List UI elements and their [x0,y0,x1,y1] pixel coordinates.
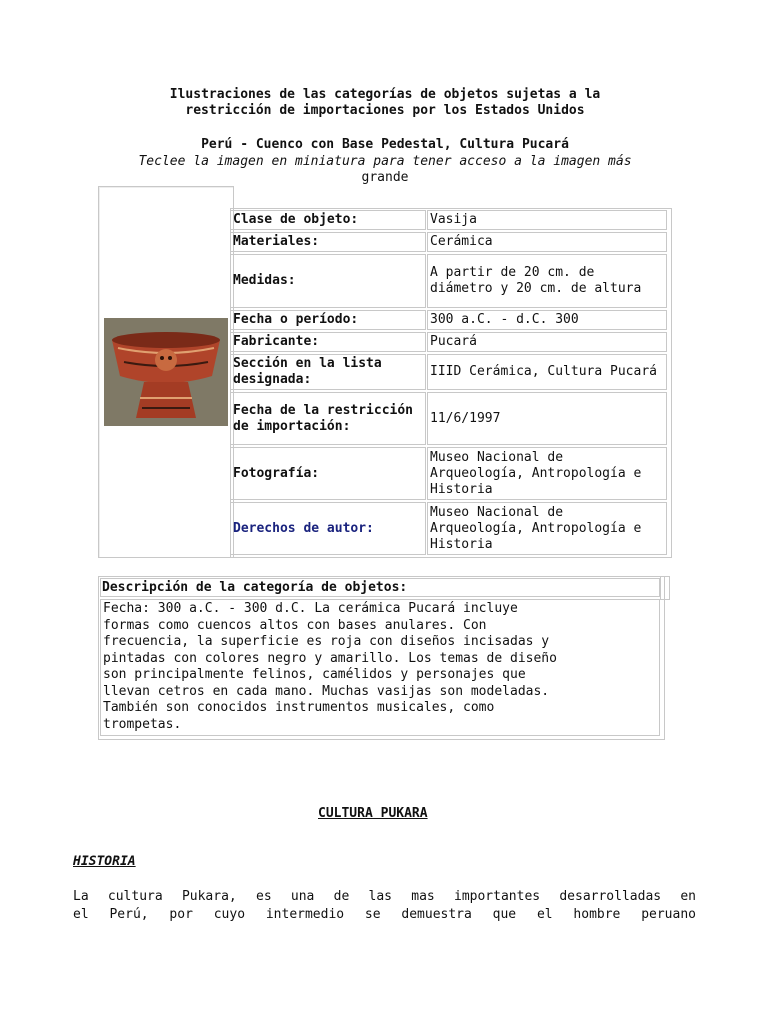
spec-row [230,232,670,252]
spec-row [230,447,670,500]
spec-value: 300 a.C. - d.C. 300 [427,310,667,330]
paragraph-line-2: el Perú, por cuyo intermedio se demuestra que el hombre peruano [73,907,696,922]
spec-value: Vasija [427,210,667,230]
object-subtitle: Perú - Cuenco con Base Pedestal, Cultura Pucará [201,137,569,152]
spec-label: Fecha o período: [230,310,426,330]
description-line: llevan cetros en cada mano. Muchas vasijas son modeladas. [103,683,550,699]
spec-row [230,332,670,352]
spec-row [230,502,670,555]
spec-label: Clase de objeto: [230,210,426,230]
spec-value: A partir de 20 cm. de diámetro y 20 cm. de altura [427,254,667,308]
spec-value: Pucará [427,332,667,352]
section-title: CULTURA PUKARA [318,806,428,821]
page-title-line-1: Ilustraciones de las categorías de objetos sujetas a la [169,87,601,102]
description-heading: Descripción de la categoría de objetos: [100,578,660,597]
scrollbar-stub [660,576,670,600]
spec-label[interactable]: Derechos de autor: [230,502,426,555]
spec-value: Cerámica [427,232,667,252]
spec-label: Materiales: [230,232,426,252]
spec-row [230,354,670,390]
spec-row [230,210,670,230]
description-line: pintadas con colores negro y amarillo. Los temas de diseño [103,650,557,666]
vessel-thumbnail[interactable] [104,318,228,426]
description-line: frecuencia, la superficie es roja con diseños incisadas y [103,634,550,649]
spec-label: Medidas: [230,254,426,308]
thumbnail-hint: Teclee la imagen en miniatura para tener acceso a la imagen más [138,154,632,169]
spec-value: Museo Nacional de Arqueología, Antropología e Historia [427,447,667,500]
spec-row [230,254,670,308]
spec-label: Fabricante: [230,332,426,352]
spec-value: IIID Cerámica, Cultura Pucará [427,354,667,390]
description-line: Fecha: 300 a.C. - 300 d.C. La cerámica Pucará incluye [103,601,518,616]
spec-label: Fecha de la restricción de importación: [230,392,426,445]
spec-row [230,310,670,330]
paragraph-line-1: La cultura Pukara, es una de las mas importantes desarrolladas en [73,889,696,904]
spec-label: Fotografía: [230,447,426,500]
thumbnail-hint-cont: grande [361,170,409,185]
history-heading: HISTORIA [73,854,136,869]
description-line: trompetas. [103,716,182,732]
description-line: También son conocidos instrumentos musicales, como [103,700,495,715]
spec-value: Museo Nacional de Arqueología, Antropología e Historia [427,502,667,555]
spec-row [230,392,670,445]
spec-label: Sección en la lista designada: [230,354,426,390]
spec-value: 11/6/1997 [427,392,667,445]
description-line: son principalmente felinos, camélidos y personajes que [103,667,526,682]
description-body [100,599,660,736]
description-line: formas como cuencos altos con bases anulares. Con [103,617,487,633]
page-title-line-2: restricción de importaciones por los Estados Unidos [185,103,585,118]
